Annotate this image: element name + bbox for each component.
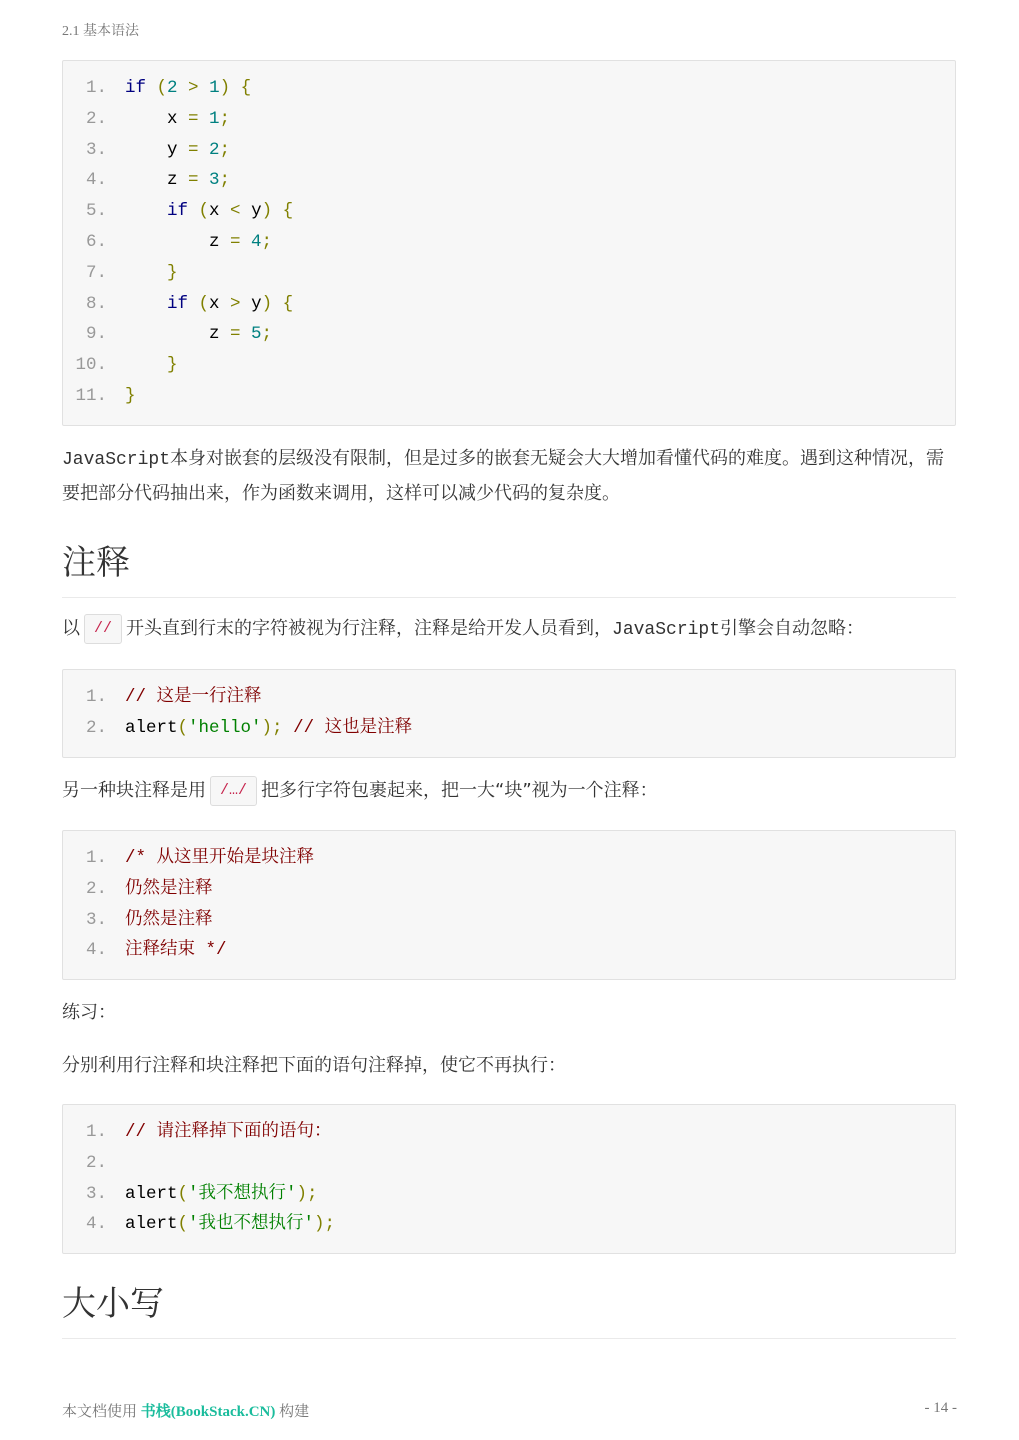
- code-token: // 这也是注释: [293, 717, 413, 738]
- code-token: 仍然是注释: [125, 878, 213, 899]
- code-token: 3: [209, 170, 220, 191]
- code-token: (: [188, 293, 210, 314]
- code-line: [63, 1148, 955, 1179]
- code-text: [107, 135, 230, 166]
- text-after: 把多行字符包裹起来，把一大“块”视为一个注释：: [261, 780, 658, 801]
- code-token: >: [177, 78, 210, 98]
- code-text: [107, 227, 272, 258]
- code-token: );: [314, 1214, 336, 1235]
- code-token: 1: [209, 78, 220, 98]
- code-text: [107, 682, 262, 713]
- code-line: [63, 843, 955, 874]
- text-middle: 开头直到行末的字符被视为行注释，注释是给开发人员看到，: [126, 618, 613, 639]
- line-number: 1.: [85, 1122, 107, 1142]
- code-token: ;: [219, 108, 231, 129]
- line-number: 3.: [85, 909, 107, 930]
- code-text: [107, 1209, 335, 1240]
- line-number: 8.: [85, 293, 107, 314]
- line-number: 1.: [85, 687, 107, 707]
- heading-comments: 注释: [62, 543, 956, 598]
- page-footer: [62, 1400, 957, 1421]
- code-token: );: [296, 1183, 318, 1204]
- code-token: alert: [125, 1214, 178, 1235]
- code-token: '我不想执行': [188, 1183, 297, 1204]
- line-number: 6.: [85, 231, 107, 252]
- code-text: [107, 713, 412, 744]
- code-token: y: [251, 293, 262, 314]
- code-token: =: [177, 108, 210, 129]
- code-token: <: [219, 201, 252, 222]
- code-text: [107, 289, 293, 320]
- code-token: }: [125, 355, 178, 376]
- code-token: 2: [209, 139, 220, 160]
- code-text: [107, 874, 213, 905]
- line-number: 4.: [85, 170, 107, 191]
- footer-brand-link[interactable]: 书栈(BookStack.CN): [140, 1404, 276, 1420]
- code-text: [107, 1148, 125, 1179]
- code-token: 仍然是注释: [125, 909, 213, 930]
- code-token: 4: [251, 231, 262, 252]
- code-token: x: [209, 293, 220, 314]
- code-line: [63, 935, 955, 966]
- code-token: (: [177, 1183, 189, 1204]
- code-text: [107, 258, 178, 289]
- line-number: 1.: [85, 78, 107, 98]
- footer-credit: [62, 1400, 309, 1421]
- text-after: 引擎会自动忽略：: [720, 618, 865, 639]
- inline-code-block-comment: /…/: [210, 776, 257, 806]
- code-line: [63, 381, 955, 412]
- code-token: alert: [125, 1183, 178, 1204]
- code-token: 5: [251, 324, 262, 345]
- line-number: 5.: [85, 201, 107, 222]
- code-line: [63, 289, 955, 320]
- code-line: [63, 1117, 955, 1148]
- paragraph-exercise-label: 练习：: [62, 1002, 116, 1023]
- code-token: if: [125, 78, 147, 98]
- code-line: [63, 135, 955, 166]
- code-token: // 请注释掉下面的语句：: [125, 1122, 332, 1142]
- code-text: [107, 350, 178, 381]
- code-line: [63, 258, 955, 289]
- code-token: ) {: [261, 293, 294, 314]
- footer-suffix: 构建: [279, 1404, 310, 1420]
- line-number: 11.: [75, 385, 107, 406]
- code-block-nested-if: [62, 60, 956, 426]
- code-text: [107, 905, 213, 936]
- code-token: ;: [261, 231, 273, 252]
- code-block-line-comments: [62, 669, 956, 758]
- code-token: y: [125, 139, 178, 160]
- line-number: 1.: [85, 848, 107, 868]
- code-line: [63, 104, 955, 135]
- code-text: [107, 1179, 318, 1210]
- code-token: }: [125, 385, 136, 406]
- line-number: 3.: [85, 139, 107, 160]
- code-block-exercise: [62, 1104, 956, 1254]
- code-text: [107, 196, 293, 227]
- code-token: ;: [219, 170, 231, 191]
- code-token: 'hello': [188, 717, 262, 738]
- code-token: // 这是一行注释: [125, 687, 262, 707]
- line-number: 9.: [85, 324, 107, 345]
- code-token: x: [125, 108, 178, 129]
- code-token: z: [125, 231, 220, 252]
- code-token: =: [219, 231, 252, 252]
- line-number: 3.: [85, 1183, 107, 1204]
- code-token: (: [188, 201, 210, 222]
- code-line: [63, 682, 955, 713]
- code-token: =: [219, 324, 252, 345]
- code-token: (: [146, 78, 168, 98]
- code-line: [63, 874, 955, 905]
- code-token: z: [125, 324, 220, 345]
- footer-prefix: 本文档使用: [62, 1404, 138, 1420]
- code-token: if: [125, 201, 189, 222]
- code-token: );: [261, 717, 294, 738]
- text-before: 以: [62, 618, 80, 639]
- code-token: ) {: [261, 201, 294, 222]
- code-token: /* 从这里开始是块注释: [125, 848, 315, 868]
- code-line: [63, 319, 955, 350]
- page-content: [62, 60, 956, 1339]
- paragraph-line-comment: [62, 612, 956, 647]
- code-line: [63, 1179, 955, 1210]
- code-line: [63, 73, 955, 104]
- code-token: alert: [125, 717, 178, 738]
- code-text: [107, 1117, 332, 1148]
- code-token: (: [177, 1214, 189, 1235]
- code-line: [63, 905, 955, 936]
- inline-code-line-comment: //: [84, 614, 122, 644]
- code-token: (: [177, 717, 189, 738]
- code-line: [63, 350, 955, 381]
- code-line: [63, 1209, 955, 1240]
- line-number: 10.: [75, 355, 107, 376]
- line-number: 2.: [85, 108, 107, 129]
- heading-case: 大小写: [62, 1284, 956, 1339]
- code-text: [107, 73, 251, 104]
- line-number: 4.: [85, 1214, 107, 1235]
- paragraph-exercise-desc: 分别利用行注释和块注释把下面的语句注释掉，使它不再执行：: [62, 1055, 566, 1076]
- code-text: [107, 104, 230, 135]
- code-token: ;: [219, 139, 231, 160]
- text-before: 另一种块注释是用: [62, 780, 206, 801]
- code-text: [107, 935, 227, 966]
- code-token: ;: [261, 324, 273, 345]
- code-token: y: [251, 201, 262, 222]
- line-number: 2.: [85, 878, 107, 899]
- js-term: JavaScript: [62, 450, 171, 470]
- code-text: [107, 381, 136, 412]
- code-token: z: [125, 170, 178, 191]
- code-text: [107, 319, 272, 350]
- code-line: [63, 713, 955, 744]
- line-number: 2.: [85, 1152, 107, 1173]
- code-token: 1: [209, 108, 220, 129]
- code-token: '我也不想执行': [188, 1214, 315, 1235]
- running-header: 2.1 基本语法: [62, 24, 139, 39]
- paragraph-nesting-text: 本身对嵌套的层级没有限制，但是过多的嵌套无疑会大大增加看懂代码的难度。遇到这种情况，需要把部分代码抽出来，作为函数来调用，这样可以减少代码的复杂度。: [62, 448, 945, 504]
- code-token: if: [125, 293, 189, 314]
- code-token: x: [209, 201, 220, 222]
- code-text: [107, 165, 230, 196]
- line-number: 2.: [85, 717, 107, 738]
- code-line: [63, 165, 955, 196]
- code-line: [63, 196, 955, 227]
- code-text: [107, 843, 314, 874]
- code-token: =: [177, 139, 210, 160]
- line-number: 4.: [85, 940, 107, 961]
- code-token: =: [177, 170, 210, 191]
- paragraph-nesting: [62, 442, 956, 511]
- code-token: ) {: [219, 78, 252, 98]
- code-token: 2: [167, 78, 178, 98]
- line-number: 7.: [85, 262, 107, 283]
- paragraph-block-comment: [62, 774, 956, 808]
- code-line: [63, 227, 955, 258]
- code-token: }: [125, 262, 178, 283]
- code-block-block-comment: [62, 830, 956, 980]
- js-term: JavaScript: [612, 620, 721, 640]
- code-token: >: [219, 293, 252, 314]
- page-number: - 14 -: [924, 1400, 957, 1416]
- code-token: 注释结束 */: [125, 940, 227, 961]
